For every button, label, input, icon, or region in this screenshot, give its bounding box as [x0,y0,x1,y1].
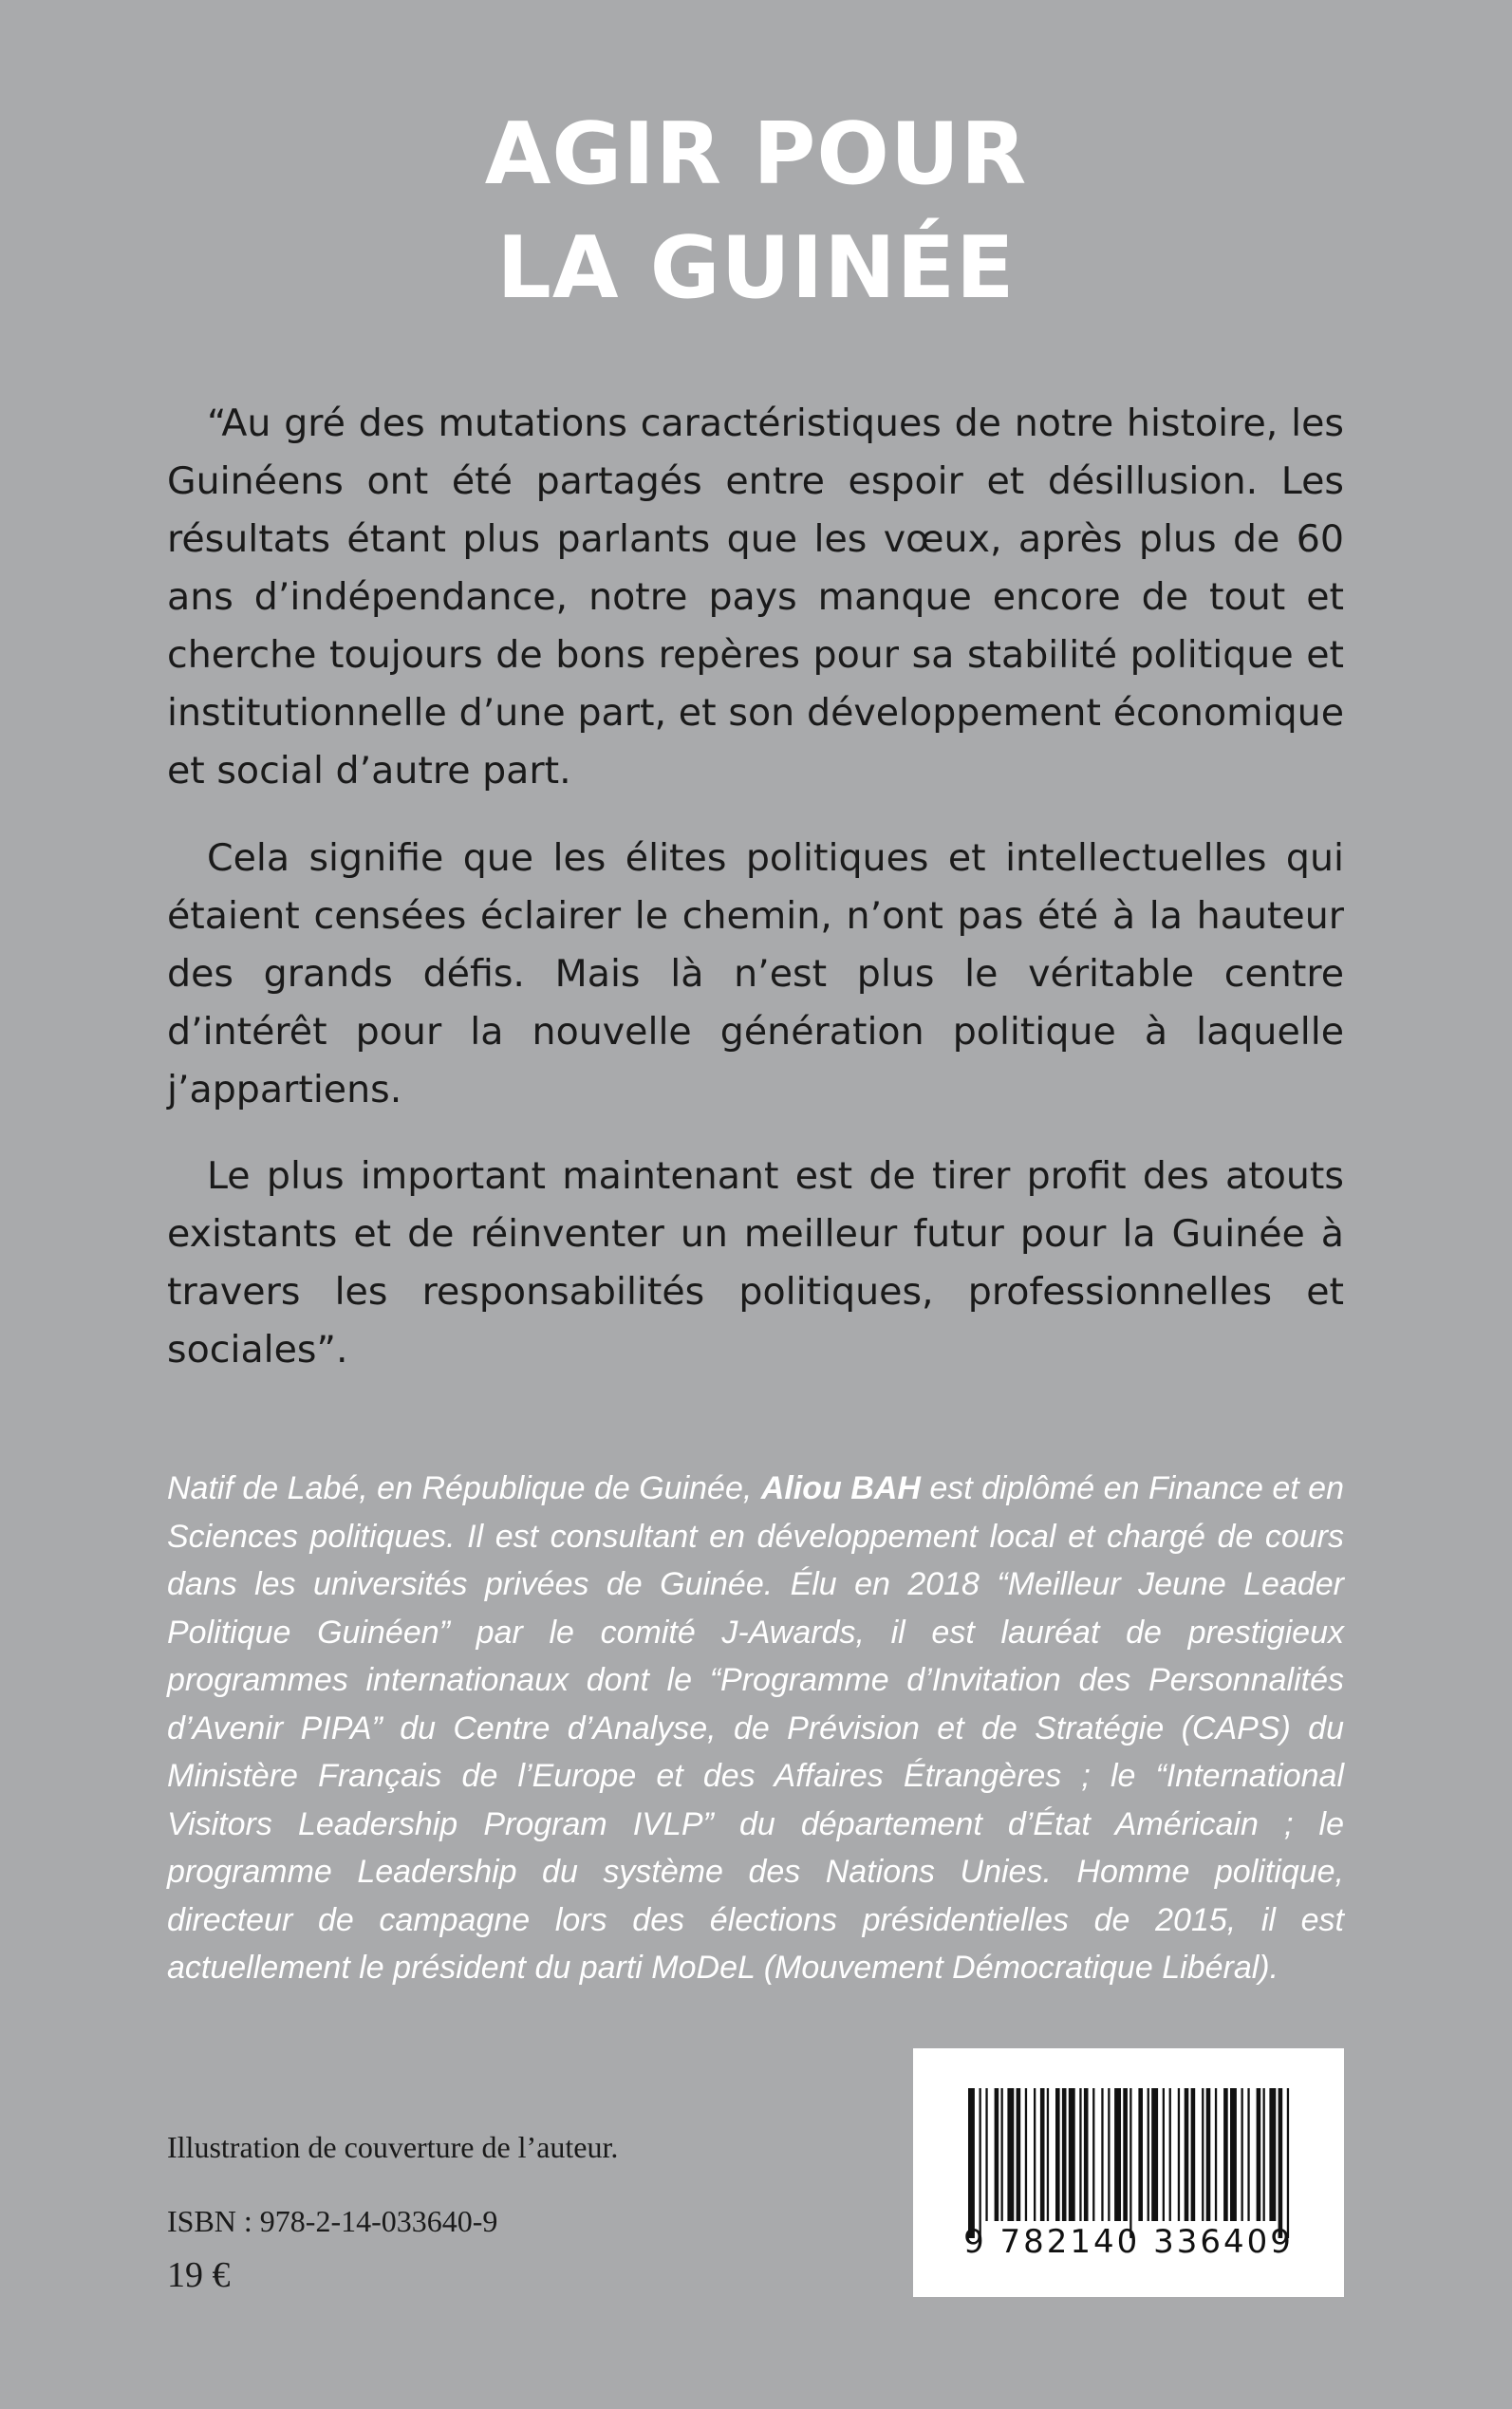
barcode-bar [1123,2088,1128,2221]
barcode-bar [1257,2088,1261,2221]
barcode-bar [1079,2088,1081,2221]
barcode-bar [1178,2088,1180,2221]
barcode-bar [1230,2088,1237,2221]
barcode-bar [1279,2088,1283,2238]
price-text: 19 € [167,2255,231,2295]
barcode-bar [1263,2088,1265,2221]
quote-paragraph-2: Cela signifie que les élites politiques et intellectuelles qui étaient censées éclairer le chemin, n’ont pas été à la hauteur des grands défis. Mais là n’est plus le véritable centre d’intérêt pour la nouvelle génération politique à laquelle j’appartiens. [167,836,1344,1111]
barcode-bar [1148,2088,1149,2221]
quote-paragraph-3: Le plus important maintenant est de tirer profit des atouts existants et de réinventer un meilleur futur pour la Guinée à travers les responsabilités politiques, professionnelles et sociales”. [167,1154,1344,1372]
barcode-bar [1034,2088,1036,2221]
author-bio [167,1465,1344,1992]
barcode-bar [1202,2088,1204,2221]
quote-paragraph-1: “Au gré des mutations caractéristiques de notre histoire, les Guinéens ont été partagés entre espoir et désillusion. Les résultats étant plus parlants que les vœux, après plus de 60 ans d’indépendance, notre pays manque encore de tout et cherche toujours de bons repères pour sa stabilité politique et institutionnelle d’une part, et son développement économique et social d’autre part. [167,402,1344,793]
barcode-bar [1151,2088,1158,2221]
barcode-digits: 9 782140 336409 [963,2223,1294,2261]
barcode-bar [1191,2088,1196,2221]
barcode-bar [1040,2088,1045,2221]
barcode-bar [1247,2088,1249,2221]
barcode-bar [980,2088,981,2238]
barcode-bar [1241,2088,1243,2221]
barcode-bar [1108,2088,1110,2221]
barcode-bar [1025,2088,1027,2221]
barcode-bar [985,2088,987,2221]
barcode-bar [1069,2088,1075,2221]
barcode-bar [1007,2088,1014,2221]
barcode-bar [995,2088,999,2221]
barcode-bar [1138,2088,1143,2221]
barcode-bar [1055,2088,1060,2221]
barcode-bar [1206,2088,1211,2221]
barcode-bar [1223,2088,1228,2221]
barcode-bar [1287,2088,1289,2238]
barcode-bar [1215,2088,1217,2221]
barcode-bar [1101,2088,1103,2221]
barcode-bar [1017,2088,1021,2221]
barcode-bar [968,2088,975,2238]
barcode-bar [1169,2088,1171,2221]
illustration-credit: Illustration de couverture de l’auteur. [167,2130,619,2164]
bio-intro: Natif de Labé, en République de Guinée, [167,1470,761,1506]
barcode-bar [1163,2088,1165,2221]
barcode-bar [1047,2088,1049,2221]
barcode-bar [1001,2088,1003,2221]
bio-body: est diplômé en Finance et en Sciences politiques. Il est consultant en développement local et chargé de cours dans les universités privées de Guinée. Élu en 2018 “Meilleur Jeune Leader Politique Guinéen” par le comité J-Awards, il est lauréat de prestigieux programmes internationaux dont le “Programme d’Invitation des Personnalités d’Avenir PIPA” du Centre d’Analyse, de Prévision et de Stratégie (CAPS) du Ministère Français de l’Europe et des Affaires Étrangères ; le “International Visitors Leadership Program IVLP” du département d’État Américain ; le programme Leadership du système des Nations Unies. Homme politique, directeur de campagne lors des élections présidentielles de 2015, il est actuellement le président du parti MoDeL (Mouvement Démocratique Libéral). [167,1470,1344,1986]
barcode-bar [1129,2088,1131,2238]
barcode-bar [1185,2088,1189,2221]
book-title-line-2: LA GUINÉE [496,218,1016,318]
barcode-bar [1269,2088,1276,2221]
book-title-line-1: AGIR POUR [484,104,1028,204]
author-name: Aliou BAH [760,1470,921,1506]
barcode [913,2048,1344,2297]
barcode-bar [1092,2088,1094,2221]
barcode-bar [1114,2088,1121,2221]
isbn-text: ISBN : 978-2-14-033640-9 [167,2204,498,2238]
barcode-bar [1084,2088,1089,2221]
barcode-bar [1062,2088,1067,2221]
